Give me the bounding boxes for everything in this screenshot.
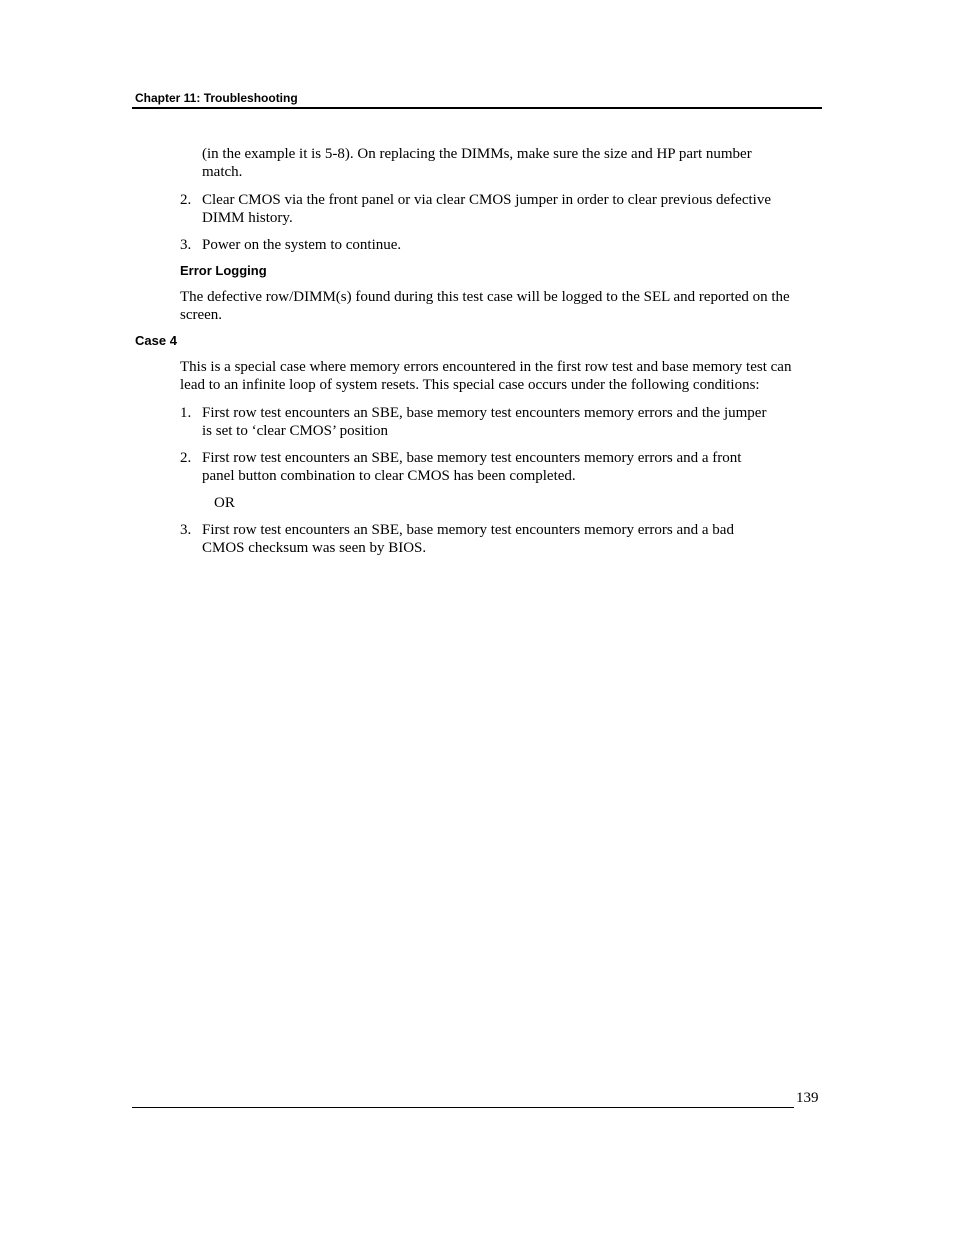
text-line: First row test encounters an SBE, base memory test encounters memory errors and a bad: [202, 522, 734, 538]
text-line: Power on the system to continue.: [202, 237, 402, 253]
text-line: CMOS checksum was seen by BIOS.: [202, 540, 427, 556]
text-line: match.: [202, 164, 243, 180]
case4-intro-paragraph: [180, 358, 791, 394]
continuation-paragraph: [202, 145, 752, 181]
text-line: First row test encounters an SBE, base memory test encounters memory errors and a front: [202, 450, 742, 466]
text-line: panel button combination to clear CMOS has been completed.: [202, 468, 576, 484]
text-line: Clear CMOS via the front panel or via clear CMOS jumper in order to clear previous defective: [202, 192, 771, 208]
text-line: lead to an infinite loop of system resets. This special case occurs under the following conditions:: [180, 377, 760, 393]
header-divider: [132, 107, 822, 109]
footer-divider: [132, 1107, 794, 1108]
text-line: This is a special case where memory errors encountered in the first row test and base memory test can: [180, 359, 792, 375]
text-line: First row test encounters an SBE, base memory test encounters memory errors and the jumper: [202, 405, 767, 421]
text-line: DIMM history.: [202, 210, 293, 226]
text-line: (in the example it is 5-8). On replacing the DIMMs, make sure the size and HP part number: [202, 146, 752, 162]
list-number: 3.: [180, 237, 192, 253]
list-number: 2.: [180, 450, 192, 466]
text-line: is set to ‘clear CMOS’ position: [202, 423, 388, 439]
list-number: 2.: [180, 192, 192, 208]
chapter-title: Chapter 11: Troubleshooting: [135, 91, 298, 105]
section-heading-case-4: Case 4: [135, 333, 177, 348]
list-number: 1.: [180, 405, 192, 421]
or-separator: OR: [214, 495, 235, 511]
text-line: The defective row/DIMM(s) found during this test case will be logged to the SEL and reported on the: [180, 289, 790, 305]
error-logging-paragraph: [180, 288, 790, 324]
list-number: 3.: [180, 522, 192, 538]
page-number: 139: [796, 1090, 819, 1106]
text-line: screen.: [180, 307, 223, 323]
section-heading-error-logging: Error Logging: [180, 263, 267, 278]
